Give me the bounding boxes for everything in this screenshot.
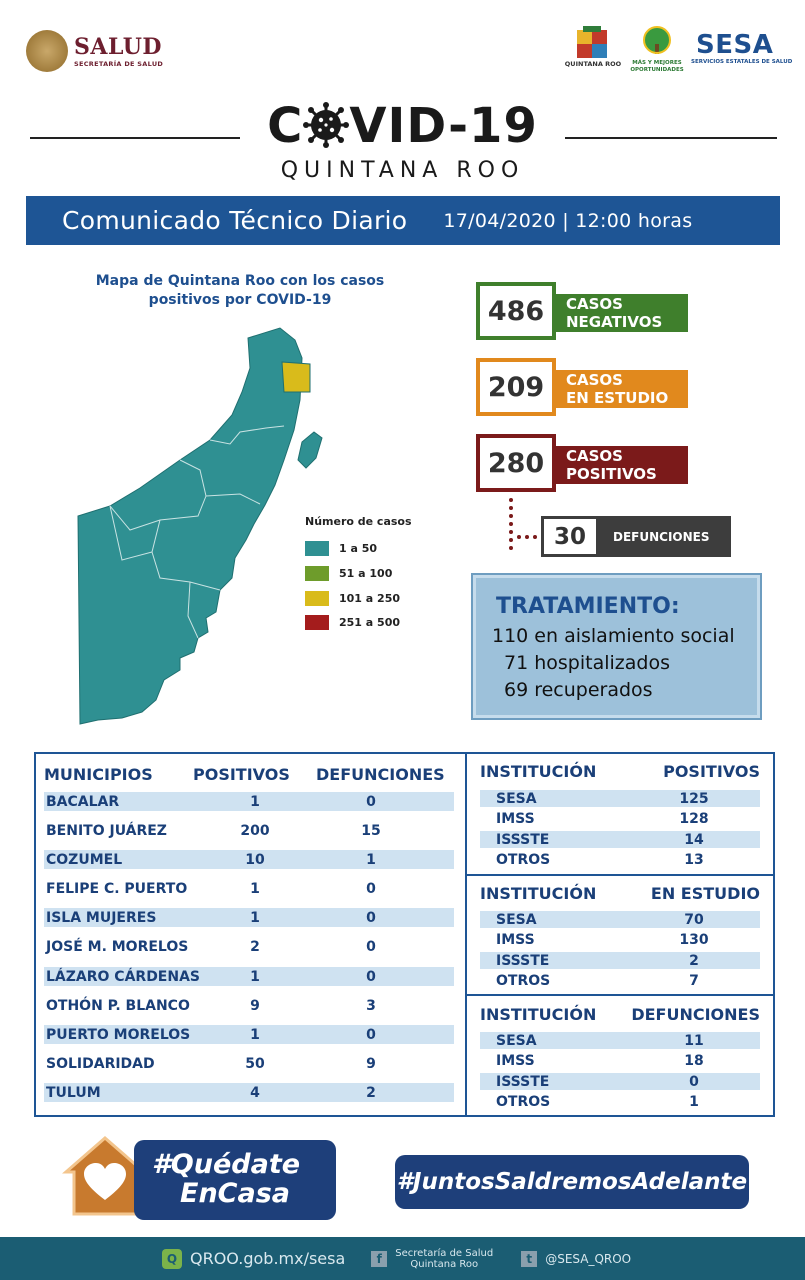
municipio-name: FELIPE C. PUERTO [46,880,188,897]
positivos-cell: 1 [250,880,260,897]
table-row [480,1073,760,1090]
municipio-name: TULUM [46,1084,101,1101]
quedate-line: #Quédate [152,1149,301,1180]
table-row [44,1054,454,1073]
tratamiento-panel [473,575,760,718]
municipio-name: SOLIDARIDAD [46,1055,155,1072]
institucion-value: 11 [684,1032,704,1049]
tables-divider [465,752,467,1117]
quintana-roo-map [70,320,340,730]
legend-item [305,563,392,583]
defunciones-cell: 1 [366,851,376,868]
positivos-cell: 200 [240,822,270,839]
table-row [44,1025,454,1044]
institucion-value: 70 [684,911,704,928]
positivos-cell: 1 [250,909,260,926]
map-title: Mapa de Quintana Roo con los casos positivos por COVID-19 [95,273,385,308]
stat-label-line: EN ESTUDIO [566,389,669,407]
table-row [480,1053,760,1070]
stat-defunciones [545,516,731,557]
banner-title: Comunicado Técnico Diario [62,206,408,235]
legend-swatch [305,541,329,556]
stat-casos-en-estudio [480,362,688,412]
institucion-value: 13 [684,852,704,868]
table-row [44,850,454,869]
legend-label: 101 a 250 [339,591,401,605]
positivos-cell: 1 [250,793,260,810]
positivos-cell: 10 [245,851,265,868]
stat-value: 209 [480,362,552,412]
table-row [480,952,760,969]
juntos-saldremos-banner: #JuntosSaldremosAdelante [395,1155,749,1209]
institucion-name: OTROS [496,1094,551,1110]
institucion-name: ISSSTE [496,1073,550,1090]
mas-oportunidades-text: MÁS Y MEJORES OPORTUNIDADES [630,60,684,73]
institucion-name: ISSSTE [496,952,550,969]
table-row [44,908,454,927]
stat-label-line: CASOS [566,371,623,389]
stat-label [552,446,688,484]
institution-separator [467,994,775,996]
defunciones-cell: 2 [366,1084,376,1101]
institucion-value-header: EN ESTUDIO [650,884,760,903]
table-row [44,1083,454,1102]
institucion-value: 0 [689,1073,699,1090]
covid-subtitle: QUINTANA ROO [280,158,525,183]
stat-label [552,370,688,408]
institucion-header: INSTITUCIÓN [480,1005,597,1024]
legend-label: 51 a 100 [339,566,393,580]
institucion-value: 18 [684,1053,704,1069]
municipio-name: BENITO JUÁREZ [46,822,167,839]
institucion-value-header: POSITIVOS [663,762,760,781]
institucion-name: IMSS [496,1053,535,1069]
table-row [480,932,760,949]
defunciones-cell: 0 [366,1026,376,1043]
facebook-icon: f [371,1251,387,1267]
institution-separator [467,874,775,876]
table-row [480,1032,760,1049]
table-row [480,1094,760,1111]
tratamiento-line: 69 recuperados [504,679,653,701]
institucion-header: INSTITUCIÓN [480,884,597,903]
footer-facebook[interactable] [395,1248,493,1270]
positivos-cell: 1 [250,1026,260,1043]
institucion-value: 2 [689,952,699,969]
municipio-name: LÁZARO CÁRDENAS [46,968,201,985]
institucion-name: SESA [496,911,537,928]
legend-swatch [305,566,329,581]
twitter-icon: t [521,1251,537,1267]
stat-label-line: POSITIVOS [566,465,657,483]
municipios-header: MUNICIPIOS [44,765,153,784]
positivos-cell: 4 [250,1084,260,1101]
institucion-value: 14 [684,831,704,848]
institucion-name: OTROS [496,973,551,989]
municipio-name: OTHÓN P. BLANCO [46,997,190,1014]
defunciones-cell: 0 [366,968,376,985]
institucion-name: IMSS [496,811,535,827]
defunciones-cell: 0 [366,793,376,810]
salud-seal-logo [26,30,68,72]
table-row [480,811,760,828]
institucion-name: IMSS [496,932,535,948]
legend-item [305,612,400,632]
stat-casos-negativos [480,286,688,336]
quintana-roo-logo-text: QUINTANA ROO [564,60,622,68]
stat-value: 486 [480,286,552,336]
stat-casos-positivos [480,438,688,488]
title-rule-right [565,137,777,139]
virus-icon [303,102,349,148]
defunciones-cell: 3 [366,997,376,1014]
footer-bar [0,1237,805,1280]
stat-label [552,294,688,332]
defunciones-header: DEFUNCIONES [316,765,445,784]
table-row [480,973,760,990]
covid-title: C VID-19 [267,98,538,154]
title-rule-left [30,137,240,139]
defunciones-cell: 0 [366,938,376,955]
table-row [44,879,454,898]
municipio-name: BACALAR [46,793,120,810]
footer-facebook-line: Secretaría de Salud [395,1247,494,1259]
defunciones-cell: 0 [366,909,376,926]
municipio-name: COZUMEL [46,851,123,868]
salud-logo-text: SALUD [74,34,162,60]
legend-swatch [305,591,329,606]
positivos-cell: 1 [250,968,260,985]
institucion-name: OTROS [496,852,551,868]
table-row [480,790,760,807]
stat-label-line: CASOS [566,295,623,313]
institucion-value: 1 [689,1094,699,1110]
table-row [480,911,760,928]
stat-label-line: NEGATIVOS [566,313,663,331]
stat-value: 30 [541,516,599,557]
legend-item [305,588,400,608]
municipio-name: PUERTO MORELOS [46,1026,191,1043]
table-row [480,852,760,869]
positivos-cell: 9 [250,997,260,1014]
tratamiento-line: 71 hospitalizados [504,652,670,674]
quedate-line: EnCasa [180,1178,290,1209]
table-row [44,996,454,1015]
table-row [480,831,760,848]
tratamiento-line: 110 en aislamiento social [492,625,735,647]
legend-title: Número de casos [305,515,412,528]
legend-swatch [305,615,329,630]
institucion-header: INSTITUCIÓN [480,762,597,781]
stat-value: 280 [480,438,552,488]
positivos-cell: 50 [245,1055,265,1072]
sesa-logo-subtitle: SERVICIOS ESTATALES DE SALUD [691,59,793,65]
tratamiento-title: TRATAMIENTO: [496,594,680,619]
positivos-header: POSITIVOS [193,765,290,784]
table-row [44,821,454,840]
table-row [44,967,454,986]
stat-label: DEFUNCIONES [613,529,710,544]
stat-label-line: CASOS [566,447,623,465]
banner-date: 17/04/2020 | 12:00 horas [443,209,693,232]
defunciones-cell: 15 [361,822,381,839]
institucion-name: SESA [496,1032,537,1049]
defunciones-cell: 9 [366,1055,376,1072]
institucion-name: SESA [496,790,537,807]
institucion-value: 7 [689,973,699,989]
institucion-value: 125 [679,790,709,807]
sesa-logo-text: SESA [696,30,774,60]
footer-twitter[interactable]: @SESA_QROO [545,1251,632,1266]
footer-facebook-line: Quintana Roo [410,1258,479,1270]
table-row [44,937,454,956]
positivos-cell: 2 [250,938,260,955]
institucion-value-header: DEFUNCIONES [631,1005,760,1024]
qroo-web-icon: Q [162,1249,182,1269]
institucion-value: 128 [679,811,709,827]
daily-report-banner [26,196,780,245]
legend-label: 1 a 50 [339,541,378,555]
legend-item [305,538,377,558]
institucion-name: ISSSTE [496,831,550,848]
legend-label: 251 a 500 [339,615,401,629]
salud-logo-subtitle: SECRETARÍA DE SALUD [74,60,164,68]
quedate-en-casa-banner [134,1140,336,1220]
municipio-name: JOSÉ M. MORELOS [46,938,189,955]
municipio-name: ISLA MUJERES [46,909,157,926]
footer-website[interactable]: QROO.gob.mx/sesa [190,1249,346,1268]
table-row [44,792,454,811]
defunciones-cell: 0 [366,880,376,897]
institucion-value: 130 [679,932,709,948]
